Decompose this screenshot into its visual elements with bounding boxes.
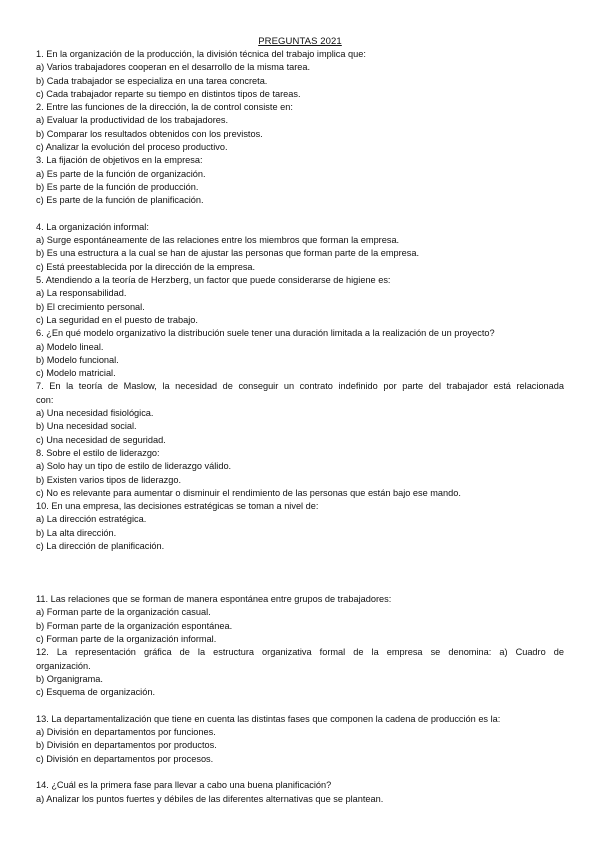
- answer-option-line: a) Surge espontáneamente de las relaciones entre los miembros que forman la empresa.: [36, 235, 400, 246]
- answer-option-line: c) División en departamentos por procesos.: [36, 753, 214, 764]
- answer-option-line: a) Evaluar la productividad de los trabajadores.: [36, 115, 229, 126]
- answer-option-line: a) Modelo lineal.: [36, 341, 104, 352]
- answer-option-line: b) Comparar los resultados obtenidos con los previstos.: [36, 128, 263, 139]
- answer-option-line: a) Varios trabajadores cooperan en el desarrollo de la misma tarea.: [36, 62, 311, 73]
- question-line: 2. Entre las funciones de la dirección, la de control consiste en:: [36, 102, 293, 113]
- question-line: 10. En una empresa, las decisiones estratégicas se toman a nivel de:: [36, 501, 319, 512]
- question-list: [36, 48, 564, 806]
- answer-option-line: c) No es relevante para aumentar o disminuir el rendimiento de las personas que están bajo ese mando.: [36, 487, 461, 498]
- question-line: 7. En la teoría de Maslow, la necesidad de conseguir un contrato indefinido por parte del trabajador está relacionada: [36, 381, 564, 392]
- continuation-line: con:: [36, 394, 54, 405]
- answer-option-line: c) Es parte de la función de planificación.: [36, 195, 204, 206]
- blank-line: [36, 766, 564, 779]
- question-line: 14. ¿Cuál es la primera fase para llevar a cabo una buena planificación?: [36, 780, 332, 791]
- answer-option-line: c) Esquema de organización.: [36, 687, 155, 698]
- answer-option-line: a) Solo hay un tipo de estilo de liderazgo válido.: [36, 461, 232, 472]
- answer-option-line: c) La seguridad en el puesto de trabajo.: [36, 314, 198, 325]
- answer-option-line: a) Es parte de la función de organización.: [36, 168, 206, 179]
- continuation-line: organización.: [36, 660, 91, 671]
- answer-option-line: c) Está preestablecida por la dirección de la empresa.: [36, 261, 256, 272]
- blank-line: [36, 700, 564, 713]
- answer-option-line: a) División en departamentos por funciones.: [36, 727, 216, 738]
- answer-option-line: b) Organigrama.: [36, 673, 103, 684]
- answer-option-line: b) Cada trabajador se especializa en una tarea concreta.: [36, 75, 268, 86]
- answer-option-line: b) El crecimiento personal.: [36, 301, 145, 312]
- answer-option-line: a) La dirección estratégica.: [36, 514, 147, 525]
- question-line: 5. Atendiendo a la teoría de Herzberg, un factor que puede considerarse de higiene es:: [36, 275, 391, 286]
- blank-line: [36, 553, 564, 566]
- answer-option-line: b) Forman parte de la organización espontánea.: [36, 620, 233, 631]
- question-line: 1. En la organización de la producción, la división técnica del trabajo implica que:: [36, 49, 366, 59]
- answer-option-line: c) La dirección de planificación.: [36, 540, 165, 551]
- blank-line: [36, 567, 564, 580]
- question-line: 12. La representación gráfica de la estructura organizativa formal de la empresa se denomina: a) Cuadro de: [36, 647, 564, 658]
- answer-option-line: b) Existen varios tipos de liderazgo.: [36, 474, 182, 485]
- answer-option-line: a) La responsabilidad.: [36, 288, 127, 299]
- answer-option-line: c) Forman parte de la organización informal.: [36, 634, 217, 645]
- answer-option-line: c) Una necesidad de seguridad.: [36, 434, 166, 445]
- question-line: 11. Las relaciones que se forman de manera espontánea entre grupos de trabajadores:: [36, 594, 392, 605]
- answer-option-line: a) Analizar los puntos fuertes y débiles de las diferentes alternativas que se plantean.: [36, 793, 384, 804]
- blank-line: [36, 208, 564, 221]
- page-title: PREGUNTAS 2021: [258, 36, 342, 47]
- answer-option-line: b) División en departamentos por productos.: [36, 740, 217, 751]
- answer-option-line: a) Una necesidad fisiológica.: [36, 408, 154, 419]
- answer-option-line: c) Cada trabajador reparte su tiempo en distintos tipos de tareas.: [36, 88, 301, 99]
- answer-option-line: b) Es una estructura a la cual se han de ajustar las personas que forman parte de la empresa.: [36, 248, 420, 259]
- answer-option-line: b) Una necesidad social.: [36, 421, 137, 432]
- question-line: 8. Sobre el estilo de liderazgo:: [36, 447, 160, 458]
- answer-option-line: c) Analizar la evolución del proceso productivo.: [36, 142, 228, 153]
- blank-line: [36, 580, 564, 593]
- question-line: 4. La organización informal:: [36, 221, 149, 232]
- question-line: 13. La departamentalización que tiene en cuenta las distintas fases que componen la cadena de producción es la:: [36, 713, 501, 724]
- question-line: 3. La fijación de objetivos en la empresa:: [36, 155, 203, 166]
- answer-option-line: b) La alta dirección.: [36, 527, 117, 538]
- answer-option-line: b) Es parte de la función de producción.: [36, 181, 199, 192]
- question-line: 6. ¿En qué modelo organizativo la distribución suele tener una duración limitada a la realización de un proyecto?: [36, 328, 495, 339]
- answer-option-line: a) Forman parte de la organización casual.: [36, 607, 211, 618]
- answer-option-line: c) Modelo matricial.: [36, 368, 116, 379]
- answer-option-line: b) Modelo funcional.: [36, 354, 119, 365]
